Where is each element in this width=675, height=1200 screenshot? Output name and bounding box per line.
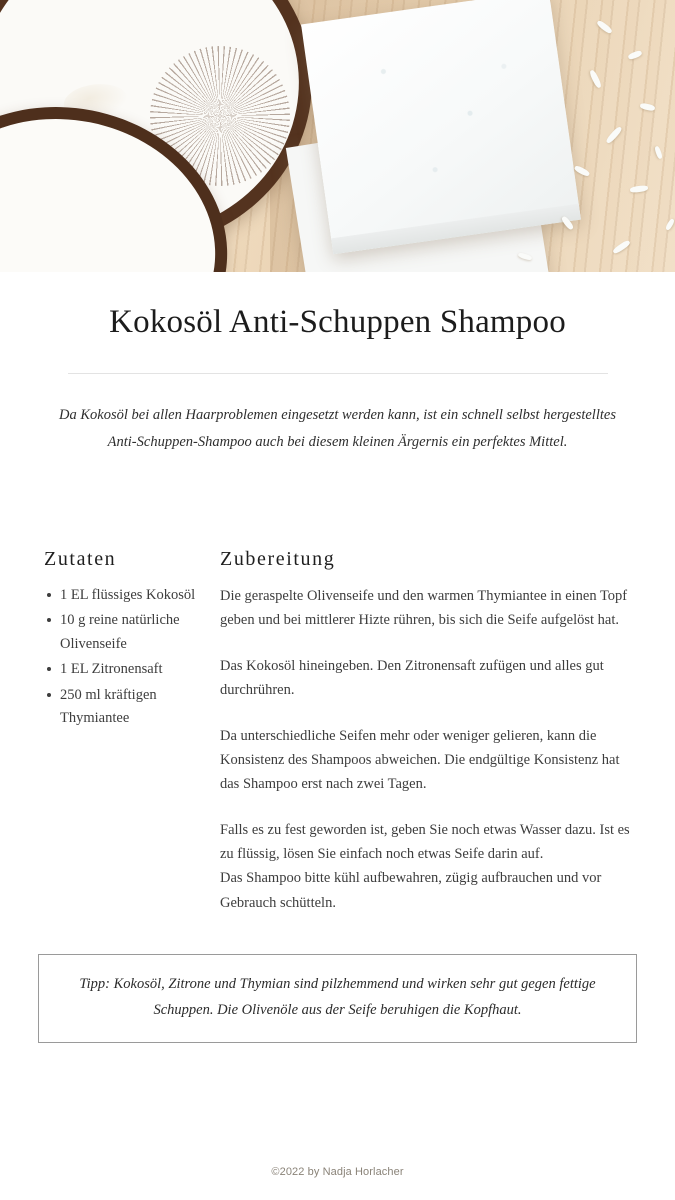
preparation-step: Da unterschiedliche Seifen mehr oder weniger gelieren, kann die Konsistenz des Shampoos abweichen. Die endgültige Konsistenz hat das Shampoo erst nach zwei Tagen. bbox=[220, 728, 620, 793]
hero-scene bbox=[0, 0, 675, 272]
preparation-step: Falls es zu fest geworden ist, geben Sie noch etwas Wasser dazu. Ist es zu flüssig, lösen Sie einfach noch etwas Seife darin auf. bbox=[220, 822, 630, 863]
preparation-heading: Zubereitung bbox=[220, 547, 336, 570]
list-item: 250 ml kräftigen Thymiantee bbox=[60, 684, 210, 731]
tip-box bbox=[38, 954, 637, 1044]
ingredients-list bbox=[38, 584, 210, 731]
title-divider bbox=[68, 373, 608, 374]
preparation-step: Das Shampoo bitte kühl aufbewahren, zügig aufbrauchen und vor Gebrauch schütteln. bbox=[220, 870, 602, 911]
recipe-columns bbox=[0, 548, 675, 915]
preparation-step: Die geraspelte Olivenseife und den warmen Thymiantee in einen Topf geben und bei mittlerer Hizte rühren, bis sich die Seife aufgelöst hat. bbox=[220, 587, 628, 628]
tip-text: Tipp: Kokosöl, Zitrone und Thymian sind pilzhemmend und wirken sehr gut gegen fettige Schuppen. Die Olivenöle aus der Seife beruhigen die Kopfhaut. bbox=[79, 975, 596, 1019]
ingredients-column bbox=[38, 548, 210, 733]
article-content bbox=[0, 272, 675, 456]
list-item: 1 EL flüssiges Kokosöl bbox=[60, 584, 210, 607]
list-item: 10 g reine natürliche Olivenseife bbox=[60, 609, 210, 656]
ingredients-heading: Zutaten bbox=[44, 547, 117, 570]
page-title: Kokosöl Anti-Schuppen Shampoo bbox=[109, 304, 566, 340]
list-item: 1 EL Zitronensaft bbox=[60, 658, 210, 681]
footer-copyright: ©2022 by Nadja Horlacher bbox=[271, 1166, 404, 1178]
intro-paragraph: Da Kokosöl bei allen Haarproblemen eingesetzt werden kann, ist ein schnell selbst hergestelltes Anti-Schuppen-Shampoo auch bei diesem kleinen Ärgernis ein perfektes Mittel. bbox=[59, 407, 616, 451]
preparation-step: Das Kokosöl hineingeben. Den Zitronensaft zufügen und alles gut durchrühren. bbox=[220, 658, 604, 699]
white-soap-bar-top bbox=[301, 0, 581, 254]
hero-image bbox=[0, 0, 675, 272]
preparation-column bbox=[210, 548, 639, 915]
